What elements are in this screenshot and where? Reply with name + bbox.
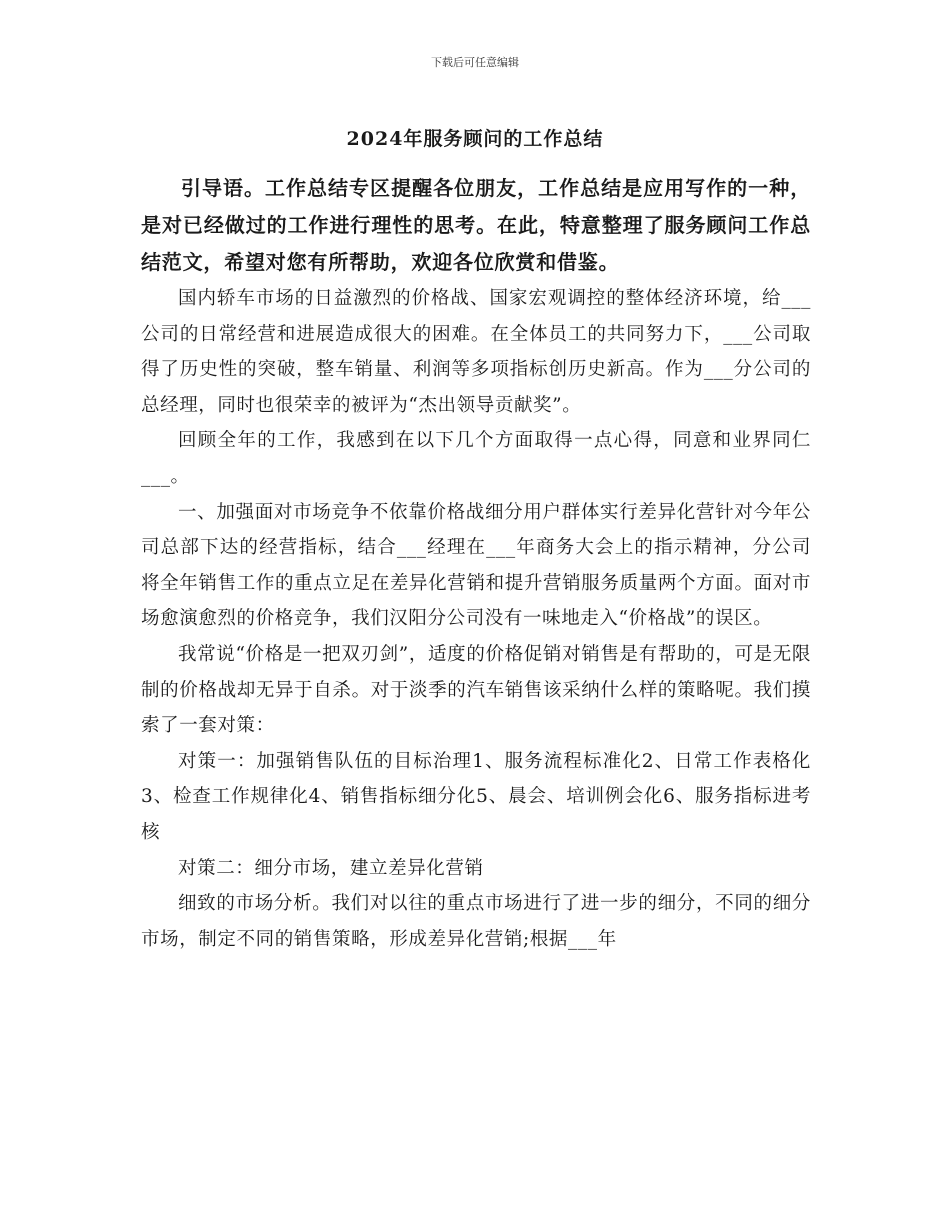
- body-paragraph: 一、加强面对市场竞争不依靠价格战细分用户群体实行差异化营针对今年公司总部下达的经营指标，结合___经理在___年商务大会上的指示精神，分公司将全年销售工作的重点立足在差异化营销和提升营销服务质量两个方面。面对市场愈演愈烈的价格竞争，我们汉阳分公司没有一味地走入“价格战”的误区。: [141, 501, 811, 630]
- body-paragraph: 对策一：加强销售队伍的目标治理1、服务流程标准化2、日常工作表格化3、检查工作规律化4、销售指标细分化5、晨会、培训例会化6、服务指标进考核: [141, 750, 811, 843]
- body-paragraph: 我常说“价格是一把双刃剑”，适度的价格促销对销售是有帮助的，可是无限制的价格战却无异于自杀。对于淡季的汽车销售该采纳什么样的策略呢。我们摸索了一套对策：: [141, 643, 811, 737]
- body-paragraph: 细致的市场分析。我们对以往的重点市场进行了进一步的细分，不同的细分市场，制定不同的销售策略，形成差异化营销;根据___年: [141, 893, 811, 950]
- body-paragraph: 对策二：细分市场，建立差异化营销: [178, 857, 484, 879]
- body-paragraph: 国内轿车市场的日益激烈的价格战、国家宏观调控的整体经济环境，给___公司的日常经营和进展造成很大的困难。在全体员工的共同努力下，___公司取得了历史性的突破，整车销量、利润等多项指标创历史新高。作为___分公司的总经理，同时也很荣幸的被评为“杰出领导贡献奖”。: [141, 288, 811, 416]
- body-paragraph: 回顾全年的工作，我感到在以下几个方面取得一点心得，同意和业界同仁___。: [141, 430, 811, 487]
- document-body: [141, 170, 811, 957]
- document-title: 2024年服务顾问的工作总结: [346, 128, 604, 150]
- page-header: 下载后可任意编辑: [431, 56, 519, 69]
- intro-paragraph: 引导语。工作总结专区提醒各位朋友，工作总结是应用写作的一种，是对已经做过的工作进行理性的思考。在此，特意整理了服务顾问工作总结范文，希望对您有所帮助，欢迎各位欣赏和借鉴。: [141, 176, 811, 274]
